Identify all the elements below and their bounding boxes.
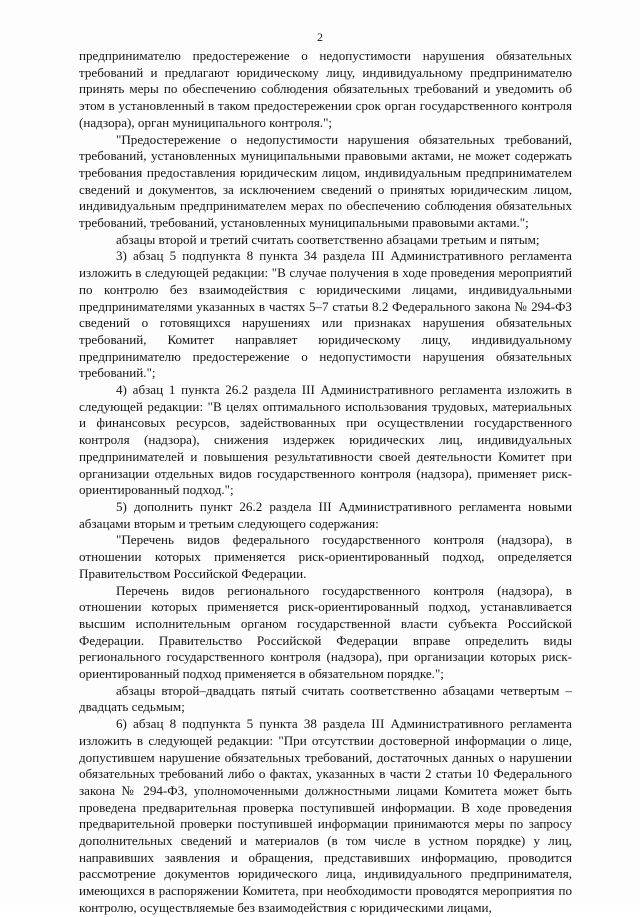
paragraph: предпринимателю предостережение о недопустимости нарушения обязательных требований и предлагают юридическому лицу, индивидуальному предпринимателю принять меры по обеспечению соблюдения обязательных требований и уведомить об этом в установленный в таком предостережении срок орган государственного контроля (надзора), орган муниципального контроля."; — [79, 48, 572, 130]
paragraph: 6) абзац 8 подпункта 5 пункта 38 раздела III Административного регламента изложить в следующей редакции: "При отсутствии достоверной информации о лице, допустившем нарушение обязательных требований, достаточных данных о нарушении обязательных требований либо о фактах, указанных в части 2 статьи 10 Федерального закона № 294-ФЗ, уполномоченными должностными лицами Комитета может быть проведена предварительная проверка поступившей информации. В ходе проведения предварительной проверки поступившей информации принимаются меры по запросу дополнительных сведений и материалов (в том числе в устном порядке) у лиц, направивших заявления и обращения, представивших информацию, проводится рассмотрение документов юридического лица, индивидуального предпринимателя, имеющихся в распоряжении Комитета, при необходимости проводятся мероприятия по контролю, осуществляемые без взаимодействия с юридическими лицами, — [79, 716, 572, 915]
paragraph: 4) абзац 1 пункта 26.2 раздела III Административного регламента изложить в следующей редакции: "В целях оптимального использования трудовых, материальных и финансовых ресурсов, задействованных при осуществлении государственного контроля (надзора), снижения издержек юридических лиц, индивидуальных предпринимателей и повышения результативности своей деятельности Комитет при организации отдельных видов государственного контроля (надзора), применяет риск-ориентированный подход."; — [79, 382, 572, 498]
paragraph: абзацы второй–двадцать пятый считать соответственно абзацами четвертым – двадцать седьмым; — [79, 682, 572, 715]
document-body — [79, 48, 572, 917]
page-number: 2 — [317, 30, 323, 44]
paragraph: 5) дополнить пункт 26.2 раздела III Административного регламента новыми абзацами вторым и третьим следующего содержания: — [79, 498, 572, 531]
paragraph: Перечень видов регионального государственного контроля (надзора), в отношении которых применяется риск-ориентированный подход, устанавливается высшим исполнительным органом государственной власти субъекта Российской Федерации. Правительство Российской Федерации вправе определить виды регионального государственного контроля (надзора), при организации которых риск-ориентированный подход применяется в обязательном порядке."; — [79, 582, 572, 682]
paragraph: абзацы второй и третий считать соответственно абзацами третьим и пятым; — [116, 231, 540, 247]
paragraph: 3) абзац 5 подпункта 8 пункта 34 раздела III Административного регламента изложить в следующей редакции: "В случае получения в ходе проведения мероприятий по контролю без взаимодействия с юридическими лицами, индивидуальными предпринимателями указанных в частях 5–7 статьи 8.2 Федерального закона № 294-ФЗ сведений о готовящихся нарушениях или признаках нарушения обязательных требований, Комитет направляет юридическому лицу, индивидуальному предпринимателю предостережение о недопустимости нарушения обязательных требований."; — [79, 248, 572, 381]
paragraph: "Перечень видов федерального государственного контроля (надзора), в отношении которых применяется риск-ориентированный подход, определяется Правительством Российской Федерации. — [79, 532, 572, 581]
paragraph: "Предостережение о недопустимости нарушения обязательных требований, требований, установленных муниципальными правовыми актами, не может содержать требования предоставления юридическим лицом, индивидуальным предпринимателем сведений и документов, за исключением сведений о принятых юридическим лицом, индивидуальным предпринимателем мерах по обеспечению соблюдения обязательных требований, требований, установленных муниципальными правовыми актами."; — [79, 131, 572, 231]
